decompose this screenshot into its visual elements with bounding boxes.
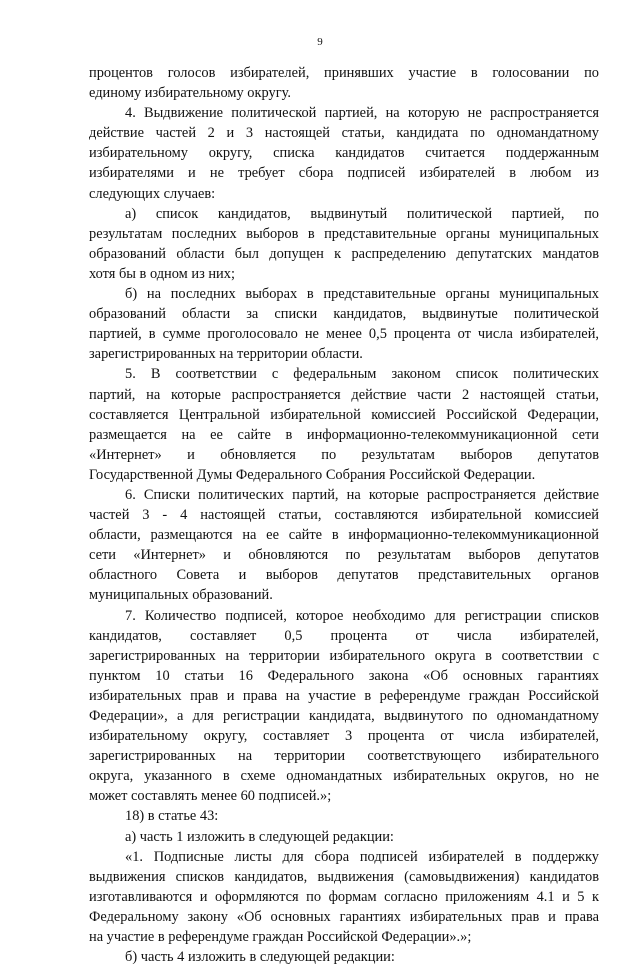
text-line: муниципальных образований. xyxy=(89,587,273,604)
text-line: размещается на ее сайте в информационно-телекоммуникационной сети xyxy=(89,426,599,443)
text-line: 7. Количество подписей, которое необходимо для регистрации списков xyxy=(125,607,599,624)
text-line: а) часть 1 изложить в следующей редакции: xyxy=(125,828,394,845)
document-body xyxy=(89,63,599,967)
text-line: выдвижения списков кандидатов, выдвижения (самовыдвижения) кандидатов xyxy=(89,868,599,885)
text-line: может составлять менее 60 подписей.»; xyxy=(89,788,332,805)
text-line: изготавливаются и оформляются по формам согласно приложениям 4.1 и 5 к xyxy=(89,888,599,905)
text-line: Федерации», а для регистрации кандидата, выдвинутого по одномандатному xyxy=(89,708,599,724)
text-line: 5. В соответствии с федеральным законом список политических xyxy=(125,366,599,383)
text-line: сети «Интернет» и обновляются по результатам выборов депутатов xyxy=(89,547,599,564)
text-line: кандидатов, составляет 0,5 процента от числа избирателей, xyxy=(89,627,599,644)
text-line: округа, указанного в схеме одномандатных избирательных округов, но не xyxy=(89,768,599,785)
text-line: зарегистрированных на территории избирательного округа в соответствии с xyxy=(89,647,599,664)
text-line: зарегистрированных на территории соответствующего избирательного xyxy=(89,748,599,765)
text-line: процентов голосов избирателей, принявших участие в голосовании по xyxy=(89,65,599,81)
text-line: результатам последних выборов в представительные органы муниципальных xyxy=(89,225,599,242)
text-line: б) на последних выборах в представительные органы муниципальных xyxy=(125,286,599,303)
text-line: избирателями и не требует сбора подписей избирателей в любом из xyxy=(89,165,599,182)
text-line: областного Совета и выборов депутатов представительных органов xyxy=(89,567,599,584)
text-line: а) список кандидатов, выдвинутый политической партией, по xyxy=(125,205,599,222)
text-line: «Интернет» и обновляется по результатам выборов депутатов xyxy=(89,446,599,463)
text-line: партией, в сумме проголосовало не менее 0,5 процента от числа избирателей, xyxy=(89,326,599,343)
text-line: образований области был допущен к распределению депутатских мандатов xyxy=(89,245,599,262)
text-line: хотя бы в одном из них; xyxy=(89,265,235,282)
text-line: составляется Центральной избирательной комиссией Российской Федерации, xyxy=(89,406,599,423)
text-line: избирательному округу, составляет 3 процента от числа избирателей, xyxy=(89,728,599,745)
text-line: частей 3 - 4 настоящей статьи, составляются избирательной комиссией xyxy=(89,507,599,524)
text-line: на участие в референдуме граждан Российской Федерации».»; xyxy=(89,929,472,946)
text-line: зарегистрированных на территории области. xyxy=(89,346,363,363)
text-line: образований области за списки кандидатов, выдвинутые политической xyxy=(89,306,599,323)
text-line: избирательному округу, списка кандидатов считается поддержанным xyxy=(89,145,599,162)
text-line: «1. Подписные листы для сбора подписей избирателей в поддержку xyxy=(125,848,599,865)
text-line: единому избирательному округу. xyxy=(89,85,291,102)
text-line: пунктом 10 статьи 16 Федерального закона «Об основных гарантиях xyxy=(89,667,599,684)
text-line: партий, на которые распространяется действие части 2 настоящей статьи, xyxy=(89,386,599,403)
text-line: Федеральному закону «Об основных гарантиях избирательных прав и права xyxy=(89,908,599,925)
text-line: 4. Выдвижение политической партией, на которую не распространяется xyxy=(125,105,599,122)
text-line: избирательных прав и права на участие в референдуме граждан Российской xyxy=(89,687,599,704)
page-number: 9 xyxy=(317,36,323,48)
text-line: 6. Списки политических партий, на которые распространяется действие xyxy=(125,486,599,503)
text-line: следующих случаев: xyxy=(89,185,216,202)
text-line: Государственной Думы Федерального Собрания Российской Федерации. xyxy=(89,466,536,483)
text-line: действие частей 2 и 3 настоящей статьи, кандидата по одномандатному xyxy=(89,125,599,142)
text-line: области, размещаются на ее сайте в информационно-телекоммуникационной xyxy=(89,527,599,544)
text-line: б) часть 4 изложить в следующей редакции: xyxy=(125,949,395,966)
text-line: 18) в статье 43: xyxy=(125,808,219,825)
